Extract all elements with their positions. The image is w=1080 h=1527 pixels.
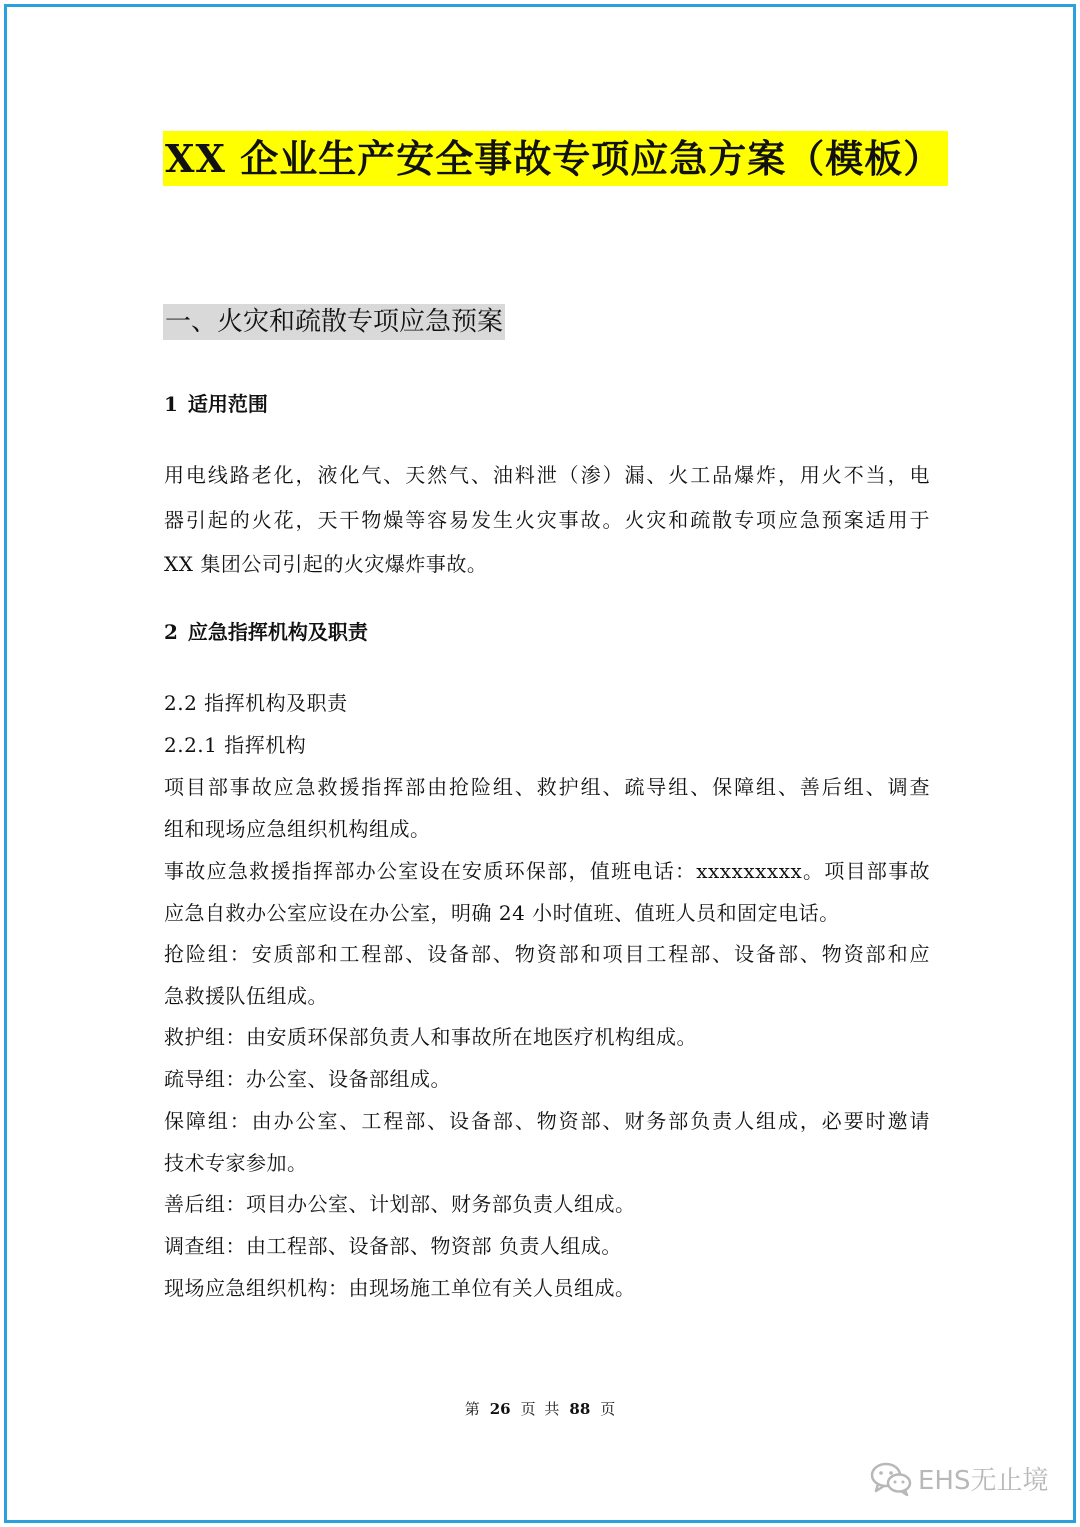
body-line: 善后组：项目办公室、计划部、财务部负责人组成。 bbox=[164, 1192, 636, 1216]
footer-prefix: 第 bbox=[464, 1400, 480, 1418]
subheading-2-2-1: 2.2.1 指挥机构 bbox=[164, 733, 307, 757]
current-page-number: 26 bbox=[489, 1400, 511, 1418]
heading-text: 应急指挥机构及职责 bbox=[187, 620, 368, 644]
section-heading: 一、火灾和疏散专项应急预案 bbox=[163, 304, 505, 340]
heading-text: 适用范围 bbox=[187, 392, 268, 416]
total-page-number: 88 bbox=[569, 1400, 591, 1418]
body-line: 调查组：由工程部、设备部、物资部 负责人组成。 bbox=[164, 1234, 622, 1258]
body-line: 救护组：由安质环保部负责人和事故所在地医疗机构组成。 bbox=[164, 1025, 697, 1049]
subheading-2-2: 2.2 指挥机构及职责 bbox=[164, 691, 348, 715]
watermark bbox=[870, 1460, 1048, 1497]
body-line: 事故应急救援指挥部办公室设在安质环保部，值班电话：xxxxxxxxx。项目部事故 bbox=[164, 859, 930, 883]
heading-scope bbox=[164, 388, 268, 417]
body-line: 项目部事故应急救援指挥部由抢险组、救护组、疏导组、保障组、善后组、调查 bbox=[164, 775, 930, 799]
body-line: 技术专家参加。 bbox=[164, 1151, 308, 1175]
page-number-footer bbox=[0, 1398, 1080, 1419]
heading-number: 1 bbox=[164, 392, 178, 416]
footer-suffix: 页 bbox=[600, 1400, 616, 1418]
paragraph-line: 用电线路老化，液化气、天然气、油料泄（渗）漏、火工品爆炸，用火不当，电 bbox=[164, 463, 930, 487]
body-line: 疏导组：办公室、设备部组成。 bbox=[164, 1067, 451, 1091]
body-line: 急救援队伍组成。 bbox=[164, 984, 328, 1008]
footer-page-word: 页 bbox=[520, 1400, 536, 1418]
body-line: 抢险组：安质部和工程部、设备部、物资部和项目工程部、设备部、物资部和应 bbox=[164, 942, 930, 966]
paragraph-line: 器引起的火花，天干物燥等容易发生火灾事故。火灾和疏散专项应急预案适用于 bbox=[164, 508, 930, 532]
heading-number: 2 bbox=[164, 620, 178, 644]
watermark-text: EHS无止境 bbox=[918, 1466, 1049, 1496]
wechat-icon bbox=[870, 1461, 912, 1497]
body-line: 组和现场应急组织机构组成。 bbox=[164, 817, 431, 841]
footer-total-word: 共 bbox=[544, 1400, 560, 1418]
body-line: 现场应急组织机构：由现场施工单位有关人员组成。 bbox=[164, 1276, 636, 1300]
paragraph-line: XX 集团公司引起的火灾爆炸事故。 bbox=[164, 552, 488, 576]
body-line: 应急自救办公室应设在办公室，明确 24 小时值班、值班人员和固定电话。 bbox=[164, 901, 840, 925]
document-title: XX 企业生产安全事故专项应急方案（模板） bbox=[163, 131, 948, 186]
body-line: 保障组：由办公室、工程部、设备部、物资部、财务部负责人组成，必要时邀请 bbox=[164, 1109, 930, 1133]
heading-command bbox=[164, 616, 368, 645]
